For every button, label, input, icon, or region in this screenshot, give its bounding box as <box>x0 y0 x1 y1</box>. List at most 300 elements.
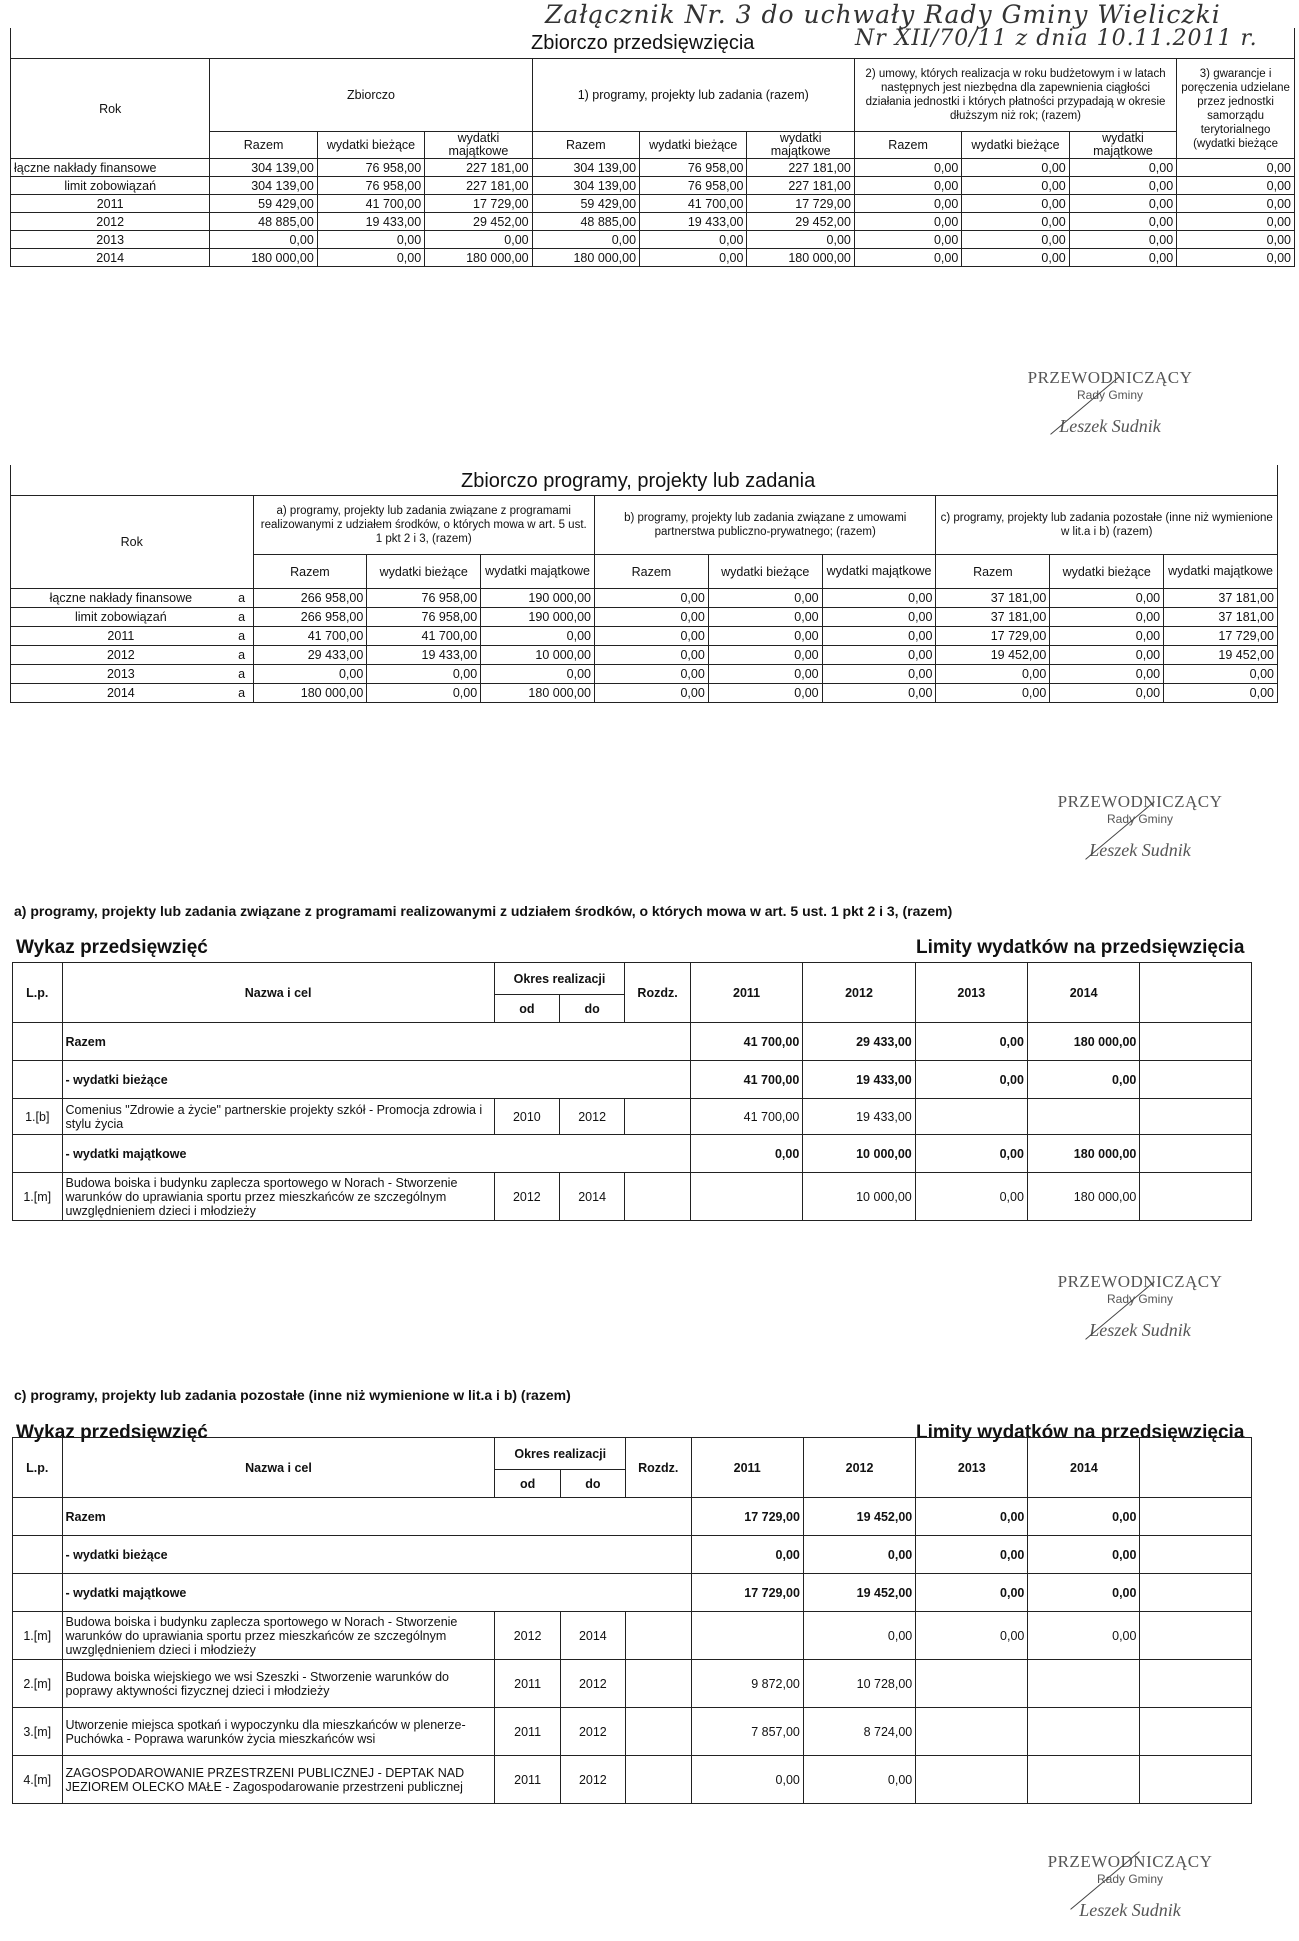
handwritten-attachment-note: Załącznik Nr. 3 do uchwały Rady Gminy Wieliczki <box>545 0 1221 29</box>
from-year: 2011 <box>495 1660 560 1708</box>
amount-cell: 180 000,00 <box>210 249 317 267</box>
year-header: 2011 <box>691 1438 803 1498</box>
section-a-list-title: Wykaz przedsięwzięć <box>16 937 208 958</box>
amount-cell: 180 000,00 <box>532 249 639 267</box>
to-header: do <box>560 1470 625 1498</box>
limit-cell: 180 000,00 <box>1027 1023 1139 1061</box>
amount-cell: 0,00 <box>936 684 1050 703</box>
to-year: 2014 <box>560 1173 625 1221</box>
amount-cell: 76 958,00 <box>317 177 424 195</box>
row-label: 2011 <box>11 195 210 213</box>
amount-cell: 76 958,00 <box>367 608 481 627</box>
stamp-title: PRZEWODNICZĄCY <box>1027 368 1193 387</box>
amount-cell: 0,00 <box>1069 249 1176 267</box>
limit-cell <box>1028 1708 1140 1756</box>
to-year: 2012 <box>560 1660 625 1708</box>
from-header: od <box>494 995 559 1023</box>
amount-cell: 0,00 <box>1050 627 1164 646</box>
group-header: Zbiorczo <box>210 59 532 132</box>
amount-cell: 0,00 <box>854 177 961 195</box>
amount-cell: 37 181,00 <box>1164 608 1278 627</box>
amount-cell: 0,00 <box>822 684 936 703</box>
limit-cell: 19 433,00 <box>803 1099 915 1135</box>
table-row <box>11 249 1295 267</box>
header-row <box>13 1438 1252 1470</box>
stamp-title: PRZEWODNICZĄCY <box>1057 792 1223 811</box>
limit-cell <box>915 1099 1027 1135</box>
project-name: Budowa boiska wiejskiego we wsi Szeszki - Stworzenie warunków do poprawy aktywności fizycznej dzieci i młodzieży <box>62 1660 495 1708</box>
limit-cell <box>1028 1756 1140 1804</box>
project-name: - wydatki majątkowe <box>62 1135 690 1173</box>
limit-cell: 0,00 <box>915 1135 1027 1173</box>
programs-summary-table <box>10 465 1278 703</box>
period-header: Okres realizacji <box>494 963 625 995</box>
rozdz-cell <box>625 1756 691 1804</box>
limit-cell: 0,00 <box>803 1536 915 1574</box>
col-header: wydatki majątkowe <box>1164 555 1278 589</box>
lp-cell: 4.[m] <box>13 1756 63 1804</box>
col-header: wydatki majątkowe <box>747 132 854 159</box>
amount-cell: 0,00 <box>1050 589 1164 608</box>
lp-cell: 1.[m] <box>13 1173 63 1221</box>
limit-cell: 29 433,00 <box>803 1023 915 1061</box>
row-label: 2014 <box>11 684 231 703</box>
from-year: 2010 <box>494 1099 559 1135</box>
section-c-limits-title: Limity wydatków na przedsięwzięcia <box>916 1422 1245 1443</box>
group-header: 2) umowy, których realizacja w roku budżetowym i w latach następnych jest niezbędna dla zapewnienia ciągłości działania jednostki i których płatności przypadają w okresie dłuższym niż rok; (razem) <box>854 59 1176 132</box>
col-header: wydatki bieżące <box>962 132 1069 159</box>
col-header: wydatki bieżące <box>708 555 822 589</box>
empty-header <box>1140 1438 1252 1498</box>
table-title: Zbiorczo przedsięwzięcia <box>531 32 755 54</box>
lp-cell <box>13 1498 63 1536</box>
amount-cell: 0,00 <box>1069 213 1176 231</box>
chairman-stamp <box>1010 368 1210 437</box>
limit-cell: 10 728,00 <box>803 1660 915 1708</box>
project-row <box>13 1135 1252 1173</box>
limit-cell <box>691 1612 803 1660</box>
amount-cell: 0,00 <box>1164 665 1278 684</box>
row-label: limit zobowiązań <box>11 177 210 195</box>
empty-cell <box>1140 1660 1252 1708</box>
amount-cell: 0,00 <box>481 627 595 646</box>
rozdz-cell <box>625 1612 691 1660</box>
year-header: 2012 <box>803 963 915 1023</box>
lp-cell <box>13 1135 63 1173</box>
amount-cell: 0,00 <box>481 665 595 684</box>
project-name: - wydatki bieżące <box>62 1536 691 1574</box>
year-header: 2014 <box>1027 963 1139 1023</box>
project-name: Comenius "Zdrowie a życie" partnerskie projekty szkół - Promocja zdrowia i stylu życia <box>62 1099 494 1135</box>
col-header: Razem <box>854 132 961 159</box>
lp-cell: 2.[m] <box>13 1660 63 1708</box>
stamp-org: Rady Gminy <box>1096 1872 1164 1886</box>
table-row <box>11 231 1295 249</box>
table-title: Zbiorczo programy, projekty lub zadania <box>461 470 816 492</box>
from-year: 2012 <box>494 1173 559 1221</box>
col-header: wydatki majątkowe <box>822 555 936 589</box>
amount-cell: 0,00 <box>822 627 936 646</box>
amount-cell: 41 700,00 <box>367 627 481 646</box>
col-header: wydatki majątkowe <box>1069 132 1176 159</box>
amount-cell: 0,00 <box>317 249 424 267</box>
empty-header <box>1140 963 1252 1023</box>
empty-cell <box>1140 1023 1252 1061</box>
row-label: 2013 <box>11 231 210 249</box>
row-label: 2011 <box>11 627 231 646</box>
row-label: łączne nakłady finansowe <box>11 589 231 608</box>
amount-cell: 0,00 <box>708 665 822 684</box>
empty-cell <box>1140 1135 1252 1173</box>
amount-cell: 0,00 <box>367 684 481 703</box>
amount-cell: 37 181,00 <box>1164 589 1278 608</box>
table-row <box>11 589 1278 608</box>
amount-cell: 0,00 <box>594 646 708 665</box>
amount-cell: 0,00 <box>1069 159 1176 177</box>
amount-cell: 227 181,00 <box>425 159 532 177</box>
amount-cell: 0,00 <box>1069 195 1176 213</box>
group-header: c) programy, projekty lub zadania pozostałe (inne niż wymienione w lit.a i b) (razem) <box>936 496 1278 555</box>
year-header: 2014 <box>1028 1438 1140 1498</box>
limit-cell: 41 700,00 <box>690 1023 802 1061</box>
amount-cell: 0,00 <box>962 177 1069 195</box>
col-header: Razem <box>532 132 639 159</box>
limit-cell: 0,00 <box>1027 1061 1139 1099</box>
amount-cell: 48 885,00 <box>210 213 317 231</box>
stamp-name: Leszek Sudnik <box>1089 1320 1191 1340</box>
limit-cell: 180 000,00 <box>1027 1173 1139 1221</box>
amount-cell: 0,00 <box>708 684 822 703</box>
project-row <box>13 1536 1252 1574</box>
amount-cell: 0,00 <box>425 231 532 249</box>
table-row <box>11 646 1278 665</box>
project-row <box>13 1173 1252 1221</box>
amount-cell: 0,00 <box>594 589 708 608</box>
limit-cell <box>1028 1660 1140 1708</box>
amount-cell: 0,00 <box>708 646 822 665</box>
limit-cell: 7 857,00 <box>691 1708 803 1756</box>
lp-cell <box>13 1536 63 1574</box>
amount-cell: 266 958,00 <box>253 608 367 627</box>
limit-cell: 0,00 <box>1028 1498 1140 1536</box>
limit-cell: 19 433,00 <box>803 1061 915 1099</box>
summary-projects-table <box>10 28 1295 267</box>
amount-cell: 0,00 <box>1177 159 1295 177</box>
amount-cell: 59 429,00 <box>532 195 639 213</box>
limit-cell <box>916 1660 1028 1708</box>
limit-cell: 19 452,00 <box>803 1574 915 1612</box>
amount-cell: 0,00 <box>1050 684 1164 703</box>
rozdz-header: Rozdz. <box>625 1438 691 1498</box>
limit-cell: 41 700,00 <box>690 1099 802 1135</box>
limit-cell: 0,00 <box>691 1536 803 1574</box>
empty-cell <box>1140 1173 1252 1221</box>
amount-cell: 227 181,00 <box>747 177 854 195</box>
year-header: 2013 <box>916 1438 1028 1498</box>
amount-cell: 76 958,00 <box>367 589 481 608</box>
limit-cell: 0,00 <box>916 1536 1028 1574</box>
table-body <box>11 589 1278 703</box>
from-year: 2011 <box>495 1708 560 1756</box>
project-name: Utworzenie miejsca spotkań i wypoczynku dla mieszkańców w plenerze- Puchówka - Poprawa warunków życia mieszkańców wsi <box>62 1708 495 1756</box>
name-header: Nazwa i cel <box>62 963 494 1023</box>
row-label: 2012 <box>11 646 231 665</box>
amount-cell: 0,00 <box>822 589 936 608</box>
amount-cell: 0,00 <box>822 665 936 684</box>
group-header: 1) programy, projekty lub zadania (razem) <box>532 59 854 132</box>
row-label: łączne nakłady finansowe <box>11 159 210 177</box>
empty-cell <box>1140 1612 1252 1660</box>
limit-cell: 0,00 <box>916 1574 1028 1612</box>
limit-cell <box>916 1756 1028 1804</box>
limit-cell: 0,00 <box>691 1756 803 1804</box>
limit-cell <box>690 1173 802 1221</box>
to-year: 2012 <box>560 1708 625 1756</box>
amount-cell: 227 181,00 <box>747 159 854 177</box>
year-header: 2013 <box>915 963 1027 1023</box>
table-row <box>11 159 1295 177</box>
from-header: od <box>495 1470 560 1498</box>
name-header: Nazwa i cel <box>62 1438 495 1498</box>
amount-cell: 76 958,00 <box>640 177 747 195</box>
rozdz-cell <box>625 1099 691 1135</box>
amount-cell: 0,00 <box>1177 195 1295 213</box>
amount-cell: 0,00 <box>1164 684 1278 703</box>
amount-cell: 17 729,00 <box>425 195 532 213</box>
amount-cell: 0,00 <box>367 665 481 684</box>
lp-cell <box>13 1023 63 1061</box>
amount-cell: 10 000,00 <box>481 646 595 665</box>
amount-cell: 29 433,00 <box>253 646 367 665</box>
col-header: wydatki majątkowe <box>425 132 532 159</box>
amount-cell: 0,00 <box>708 608 822 627</box>
col-header: wydatki bieżące <box>317 132 424 159</box>
to-header: do <box>560 995 625 1023</box>
row-flag: a <box>231 665 253 684</box>
chairman-stamp <box>1040 792 1240 861</box>
amount-cell: 59 429,00 <box>210 195 317 213</box>
limit-cell: 19 452,00 <box>803 1498 915 1536</box>
amount-cell: 41 700,00 <box>253 627 367 646</box>
amount-cell: 180 000,00 <box>425 249 532 267</box>
table-row <box>11 213 1295 231</box>
empty-cell <box>1140 1756 1252 1804</box>
project-name: - wydatki bieżące <box>62 1061 690 1099</box>
row-flag: a <box>231 627 253 646</box>
limit-cell: 41 700,00 <box>690 1061 802 1099</box>
row-label: limit zobowiązań <box>11 608 231 627</box>
header-row <box>13 963 1252 995</box>
amount-cell: 48 885,00 <box>532 213 639 231</box>
amount-cell: 0,00 <box>1069 231 1176 249</box>
amount-cell: 190 000,00 <box>481 608 595 627</box>
limit-cell: 0,00 <box>1028 1536 1140 1574</box>
group-header: a) programy, projekty lub zadania związane z programami realizowanymi z udziałem środków, o których mowa w art. 5 ust. 1 pkt 2 i 3, (razem) <box>253 496 594 555</box>
amount-cell: 0,00 <box>1177 249 1295 267</box>
col-header: wydatki bieżące <box>367 555 481 589</box>
amount-cell: 304 139,00 <box>532 177 639 195</box>
limit-cell: 0,00 <box>915 1173 1027 1221</box>
project-row <box>13 1498 1252 1536</box>
col-header: wydatki bieżące <box>640 132 747 159</box>
amount-cell: 0,00 <box>594 684 708 703</box>
amount-cell: 0,00 <box>854 195 961 213</box>
limit-cell: 10 000,00 <box>803 1135 915 1173</box>
project-row <box>13 1099 1252 1135</box>
amount-cell: 0,00 <box>1050 665 1164 684</box>
amount-cell: 0,00 <box>962 213 1069 231</box>
amount-cell: 180 000,00 <box>747 249 854 267</box>
limit-cell: 17 729,00 <box>691 1498 803 1536</box>
to-year: 2012 <box>560 1099 625 1135</box>
stamp-org: Rady Gminy <box>1106 812 1174 826</box>
amount-cell: 17 729,00 <box>1164 627 1278 646</box>
amount-cell: 19 452,00 <box>936 646 1050 665</box>
project-row <box>13 1708 1252 1756</box>
table-row <box>11 177 1295 195</box>
col-header: Razem <box>253 555 367 589</box>
amount-cell: 76 958,00 <box>640 159 747 177</box>
rozdz-header: Rozdz. <box>625 963 691 1023</box>
limit-cell: 180 000,00 <box>1027 1135 1139 1173</box>
amount-cell: 266 958,00 <box>253 589 367 608</box>
amount-cell: 37 181,00 <box>936 589 1050 608</box>
project-row <box>13 1612 1252 1660</box>
limit-cell: 0,00 <box>916 1612 1028 1660</box>
amount-cell: 76 958,00 <box>317 159 424 177</box>
amount-cell: 0,00 <box>1177 213 1295 231</box>
empty-cell <box>1140 1708 1252 1756</box>
amount-cell: 19 433,00 <box>640 213 747 231</box>
amount-cell: 19 433,00 <box>367 646 481 665</box>
limit-cell: 0,00 <box>803 1756 915 1804</box>
project-name: - wydatki majątkowe <box>62 1574 691 1612</box>
amount-cell: 304 139,00 <box>210 177 317 195</box>
project-name: Budowa boiska i budynku zaplecza sportowego w Norach - Stworzenie warunków do uprawiania sportu przez mieszkańców ze szczególnym uwzględnieniem dzieci i młodzieży <box>62 1173 494 1221</box>
lp-header: L.p. <box>13 963 63 1023</box>
group-header: b) programy, projekty lub zadania związane z umowami partnerstwa publiczno-prywatnego; (razem) <box>594 496 935 555</box>
rozdz-cell <box>625 1173 691 1221</box>
amount-cell: 37 181,00 <box>936 608 1050 627</box>
project-name: Budowa boiska i budynku zaplecza sportowego w Norach - Stworzenie warunków do uprawiania sportu przez mieszkańców ze szczególnym uwzględnieniem dzieci i młodzieży <box>62 1612 495 1660</box>
stamp-title: PRZEWODNICZĄCY <box>1057 1272 1223 1291</box>
amount-cell: 0,00 <box>854 249 961 267</box>
amount-cell: 29 452,00 <box>425 213 532 231</box>
amount-cell: 304 139,00 <box>532 159 639 177</box>
col-header: wydatki majątkowe <box>481 555 595 589</box>
row-label: 2013 <box>11 665 231 684</box>
amount-cell: 0,00 <box>1177 177 1295 195</box>
lp-cell: 1.[b] <box>13 1099 63 1135</box>
amount-cell: 0,00 <box>594 665 708 684</box>
rok-header: Rok <box>11 496 254 589</box>
project-row <box>13 1574 1252 1612</box>
amount-cell: 0,00 <box>822 608 936 627</box>
amount-cell: 0,00 <box>854 231 961 249</box>
limit-cell: 0,00 <box>1028 1574 1140 1612</box>
amount-cell: 304 139,00 <box>210 159 317 177</box>
amount-cell: 41 700,00 <box>317 195 424 213</box>
empty-cell <box>1140 1574 1252 1612</box>
limit-cell: 0,00 <box>690 1135 802 1173</box>
chairman-stamp <box>1040 1272 1240 1341</box>
amount-cell: 0,00 <box>1050 646 1164 665</box>
col-header: Razem <box>594 555 708 589</box>
stamp-title: PRZEWODNICZĄCY <box>1047 1852 1213 1871</box>
year-header: 2011 <box>690 963 802 1023</box>
project-name: Razem <box>62 1023 690 1061</box>
amount-cell: 0,00 <box>962 159 1069 177</box>
lp-cell <box>13 1574 63 1612</box>
amount-cell: 0,00 <box>1069 177 1176 195</box>
amount-cell: 0,00 <box>708 627 822 646</box>
amount-cell: 0,00 <box>708 589 822 608</box>
lp-cell: 1.[m] <box>13 1612 63 1660</box>
section-c-heading: c) programy, projekty lub zadania pozostałe (inne niż wymienione w lit.a i b) (razem) <box>14 1387 571 1403</box>
amount-cell: 180 000,00 <box>253 684 367 703</box>
amount-cell: 0,00 <box>747 231 854 249</box>
project-name: Razem <box>62 1498 691 1536</box>
rozdz-cell <box>625 1660 691 1708</box>
table-row <box>11 665 1278 684</box>
project-row <box>13 1023 1252 1061</box>
stamp-name: Leszek Sudnik <box>1059 416 1161 436</box>
col-header: wydatki bieżące <box>1050 555 1164 589</box>
limit-cell: 0,00 <box>916 1498 1028 1536</box>
limit-cell: 0,00 <box>915 1023 1027 1061</box>
empty-cell <box>1140 1498 1252 1536</box>
to-year: 2012 <box>560 1756 625 1804</box>
limit-cell: 9 872,00 <box>691 1660 803 1708</box>
section-a-heading: a) programy, projekty lub zadania związane z programami realizowanymi z udziałem środków, o których mowa w art. 5 ust. 1 pkt 2 i 3, (razem) <box>14 903 953 919</box>
amount-cell: 0,00 <box>210 231 317 249</box>
amount-cell: 0,00 <box>962 231 1069 249</box>
section-a-projects-table <box>12 962 1252 1221</box>
amount-cell: 0,00 <box>1177 231 1295 249</box>
limit-cell: 0,00 <box>803 1612 915 1660</box>
chairman-stamp <box>1030 1852 1230 1921</box>
rozdz-cell <box>625 1708 691 1756</box>
from-year: 2011 <box>495 1756 560 1804</box>
stamp-name: Leszek Sudnik <box>1079 1900 1181 1920</box>
table-row <box>11 195 1295 213</box>
amount-cell: 19 452,00 <box>1164 646 1278 665</box>
amount-cell: 0,00 <box>962 195 1069 213</box>
amount-cell: 17 729,00 <box>747 195 854 213</box>
limit-cell <box>916 1708 1028 1756</box>
amount-cell: 0,00 <box>822 646 936 665</box>
group-header: 3) gwarancje i poręczenia udzielane przez jednostki samorządu terytorialnego (wydatki bieżące <box>1177 59 1295 159</box>
lp-cell: 3.[m] <box>13 1708 63 1756</box>
section-a-limits-title: Limity wydatków na przedsięwzięcia <box>916 937 1245 958</box>
from-year: 2012 <box>495 1612 560 1660</box>
amount-cell: 0,00 <box>962 249 1069 267</box>
amount-cell: 0,00 <box>1050 608 1164 627</box>
amount-cell: 0,00 <box>317 231 424 249</box>
project-row <box>13 1660 1252 1708</box>
year-header: 2012 <box>803 1438 915 1498</box>
project-row <box>13 1756 1252 1804</box>
table-row <box>11 684 1278 703</box>
empty-cell <box>1140 1061 1252 1099</box>
limit-cell: 10 000,00 <box>803 1173 915 1221</box>
limit-cell <box>1027 1099 1139 1135</box>
project-row <box>13 1061 1252 1099</box>
section-c-list-title: Wykaz przedsięwzięć <box>16 1422 208 1443</box>
empty-cell <box>1140 1536 1252 1574</box>
stamp-name: Leszek Sudnik <box>1089 840 1191 860</box>
lp-cell <box>13 1061 63 1099</box>
